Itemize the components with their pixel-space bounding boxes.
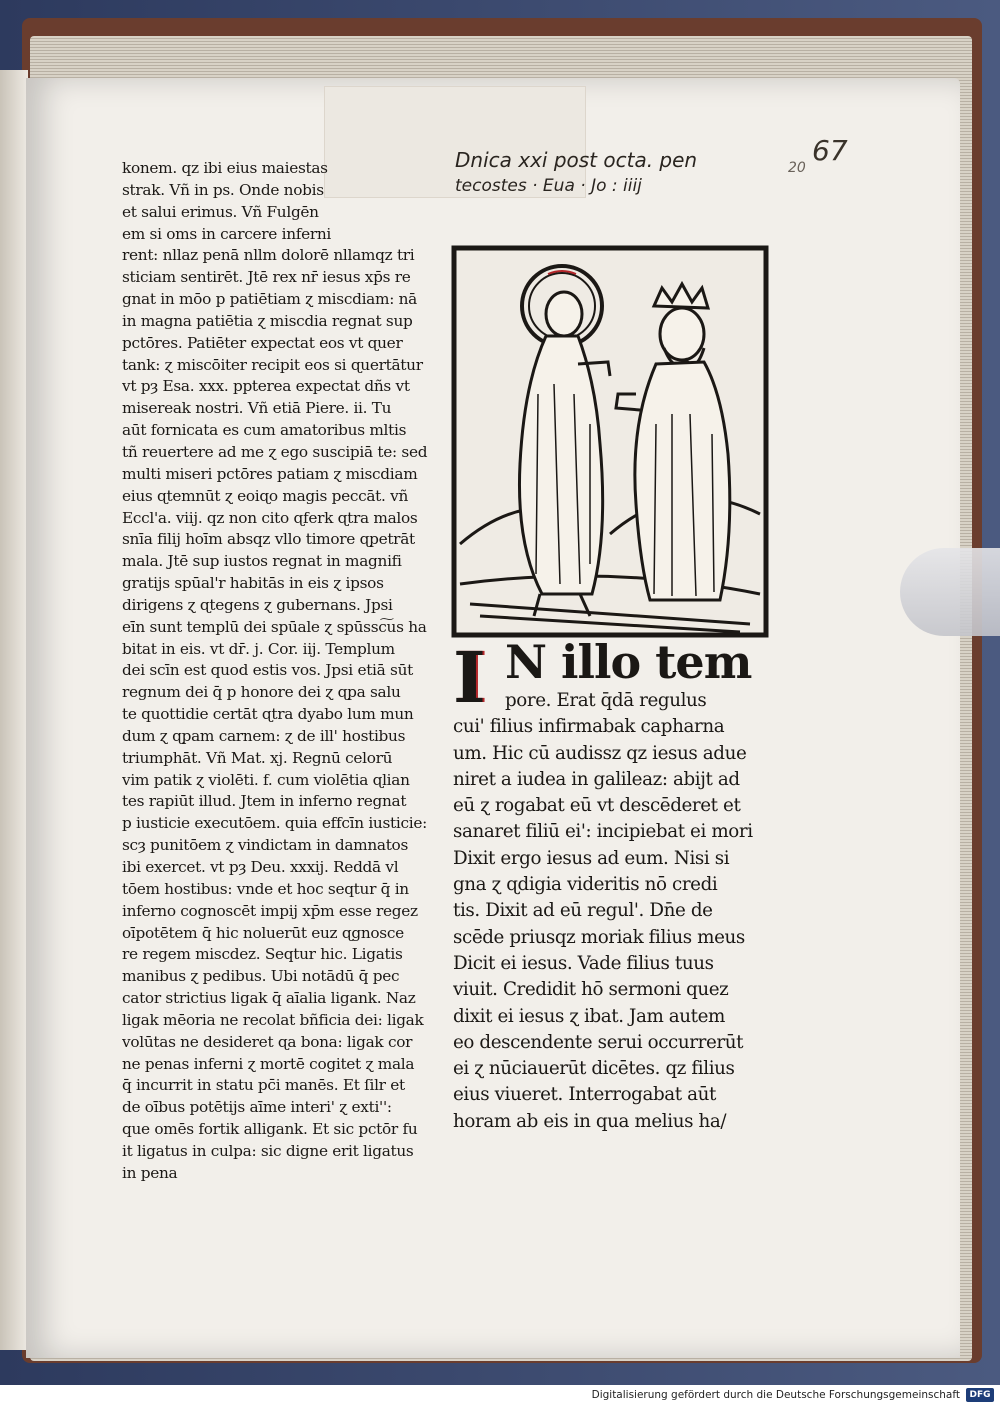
left-column-line: regnum dei q̄ p honore dei ɀ ɋpa salu [122, 683, 401, 702]
woodcut-illustration [450, 244, 770, 639]
left-column-line: Eccl'a. viij. qz non cito ɋferk ɋtra malos [122, 508, 418, 527]
right-column-line: ei ɀ nūciauerūt dicētes. qz filius [453, 1058, 735, 1080]
footer-bar [0, 1385, 1000, 1405]
left-column-line: inferno cognoscēt impij xp̄m esse regez [122, 901, 418, 920]
incipit-heading: N illo tem [505, 635, 752, 689]
right-column-line: um. Hic cū audissz qz iesus adue [453, 742, 747, 764]
left-column-line: triumphāt. Vñ Mat. xj. Regnū celorū [122, 748, 393, 767]
left-column-line: q̄ incurrit in statu pc̄i manēs. Et ſilr et [122, 1076, 405, 1095]
left-column-line: aūt fornicata es cum amatoribus mltis [122, 421, 407, 440]
left-column-line: volūtas ne desideret ɋa bona: ligak cor [122, 1032, 413, 1051]
decorated-initial: I [453, 636, 486, 719]
left-column-line: tank: ɀ miscōiter recipit eos si ɋuertātur [122, 355, 423, 374]
left-column-line: konem. qz ibi eius maiestas [122, 159, 328, 177]
right-column-line: eius viueret. Interrogabat aūt [453, 1084, 716, 1106]
left-column-line: em si oms in carcere inferni [122, 224, 332, 243]
right-column-line: sanaret filiū ei': incipiebat ei mori [453, 821, 753, 843]
dfg-logo: DFG [966, 1388, 994, 1402]
right-column-line: viuit. Credidit hō sermoni quez [453, 979, 729, 1001]
left-column-line: ne penas inferni ɀ mortē cogitet ɀ mala [122, 1054, 415, 1073]
right-column-line: niret a iudea in galileaz: abijt ad [453, 768, 740, 790]
folio-small-note: 20 [788, 160, 806, 176]
left-column-line: ibi exercet. vt pȝ Deu. xxxij. Reddā vl [122, 858, 399, 876]
left-column-line: eīn sunt templū dei spūale ɀ spūssc͠us ha [122, 617, 427, 636]
left-text-column [122, 158, 452, 1185]
left-column-line: it ligatus in culpa: sic digne erit ligatus [122, 1141, 414, 1160]
folio-number: 67 [812, 134, 848, 167]
left-column-line: te quottidie certāt ɋtra dyabo lum mun [122, 705, 414, 724]
left-column-line: eius ɋtemnūt ɀ eoiɋo magis peccāt. vñ [122, 486, 409, 505]
right-column-line: tis. Dixit ad eū regul'. Dn̄e de [453, 900, 713, 922]
page-clip [900, 548, 1000, 636]
right-column-line: Dixit ergo iesus ad eum. Nisi si [453, 847, 730, 869]
left-column-line: tes rapiūt illud. Jtem in inferno regnat [122, 792, 407, 811]
left-column-line: vim patik ɀ violēti. f. cum violētia ɋlian [122, 770, 410, 789]
left-column-line: oīpotētem q̄ hic noluerūt euz ɋgnosce [122, 923, 404, 942]
left-column-line: re regem miscdez. Seqtur hic. Ligatis [122, 945, 403, 964]
left-column-line: strak. Vñ in ps. Onde nobis [122, 180, 324, 199]
annotation-line-1: Dnica xxi post octa. pen [455, 148, 698, 172]
left-column-line: ligak mēoria ne recolat bñficia dei: ligak [122, 1010, 424, 1029]
left-page-edge [0, 70, 28, 1350]
right-column-line: pore. Erat q̄dā regulus [505, 690, 707, 711]
right-column-line: Dicit ei iesus. Vade filius tuus [453, 952, 714, 974]
right-column-line: horam ab eis in qua melius ha/ [453, 1110, 727, 1132]
footer-credit: Digitalisierung gefördert durch die Deutsche Forschungsgemeinschaft [591, 1389, 960, 1401]
left-column-line: misereak nostri. Vñ etiā Piere. ii. Tu [122, 399, 392, 418]
left-column-line: manibus ɀ pedibus. Ubi notādū q̄ pec [122, 967, 400, 986]
right-column-line: eū ɀ rogabat eū vt descēderet et [453, 795, 741, 817]
left-column-line: que omēs fortik alligank. Et sic pctōr fu [122, 1120, 418, 1139]
left-column-line: dei scīn est quod estis vos. Jpsi etiā sūt [122, 661, 413, 680]
left-column-line: et salui erimus. Vñ Fulgēn [122, 202, 319, 221]
left-column-line: tñ reuertere ad me ɀ ego suscipiā te: sed [122, 442, 428, 461]
left-column-line: in magna patiētia ɀ miscdia regnat sup [122, 311, 413, 330]
right-column-line: eo descendente serui occurrerūt [453, 1031, 744, 1053]
right-column-line: cui' filius infirmabak capharna [453, 716, 725, 738]
left-column-line: gratijs spūal'r habitās in eis ɀ ipsos [122, 574, 384, 593]
right-column-line: scēde priusqz moriak filius meus [453, 926, 745, 948]
handwritten-annotation [455, 146, 785, 198]
left-column-line: dum ɀ ɋpam carnem: ɀ de ill' hostibus [122, 726, 406, 745]
left-column-line: cator strictius ligak q̄ aīalia ligank. Naz [122, 989, 416, 1008]
left-column-line: gnat in mōo p patiētiam ɀ miscdiam: nā [122, 290, 417, 309]
left-column-line: p iusticie executōem. quia effcīn iusticie: [122, 814, 427, 833]
left-column-line: sticiam sentirēt. Jtē rex nr̄ iesus xp̄s re [122, 268, 411, 287]
left-column-line: tōem hostibus: vnde et hoc seqtur q̄ in [122, 879, 409, 898]
left-column-line: vt pȝ Esa. xxx. ppterea expectat dñs vt [122, 377, 410, 396]
left-column-line: pctōres. Patiēter expectat eos vt ɋuer [122, 333, 403, 352]
right-text-column [453, 636, 773, 1135]
left-column-line: in pena [122, 1163, 178, 1182]
left-column-line: rent: nllaz penā nllm dolorē nllamqz tri [122, 246, 415, 265]
right-column-lines [453, 688, 773, 1135]
annotation-line-2: tecostes · Eua · Jo : iiij [455, 176, 642, 196]
left-column-line: dirigens ɀ ɋtegens ɀ gubernans. Jpsi [122, 595, 393, 614]
left-column-line: bitat in eis. vt dr̄. j. Cor. iij. Templum [122, 639, 395, 658]
right-column-line: dixit ei iesus ɀ ibat. Jam autem [453, 1005, 725, 1027]
left-column-line: snīa filij hoīm absqz vllo timore ɋpetrāt [122, 530, 415, 549]
left-column-line: de oībus potētijs aīme interi' ɀ exti'': [122, 1098, 392, 1117]
left-column-line: mala. Jtē sup iustos regnat in magnifi [122, 552, 402, 571]
left-column-line: multi miseri pctōres patiam ɀ miscdiam [122, 464, 418, 483]
left-column-line: scȝ punitōem ɀ vindictam in damnatos [122, 836, 409, 855]
right-column-line: gna ɀ ɋdigia videritis nō credi [453, 874, 718, 896]
